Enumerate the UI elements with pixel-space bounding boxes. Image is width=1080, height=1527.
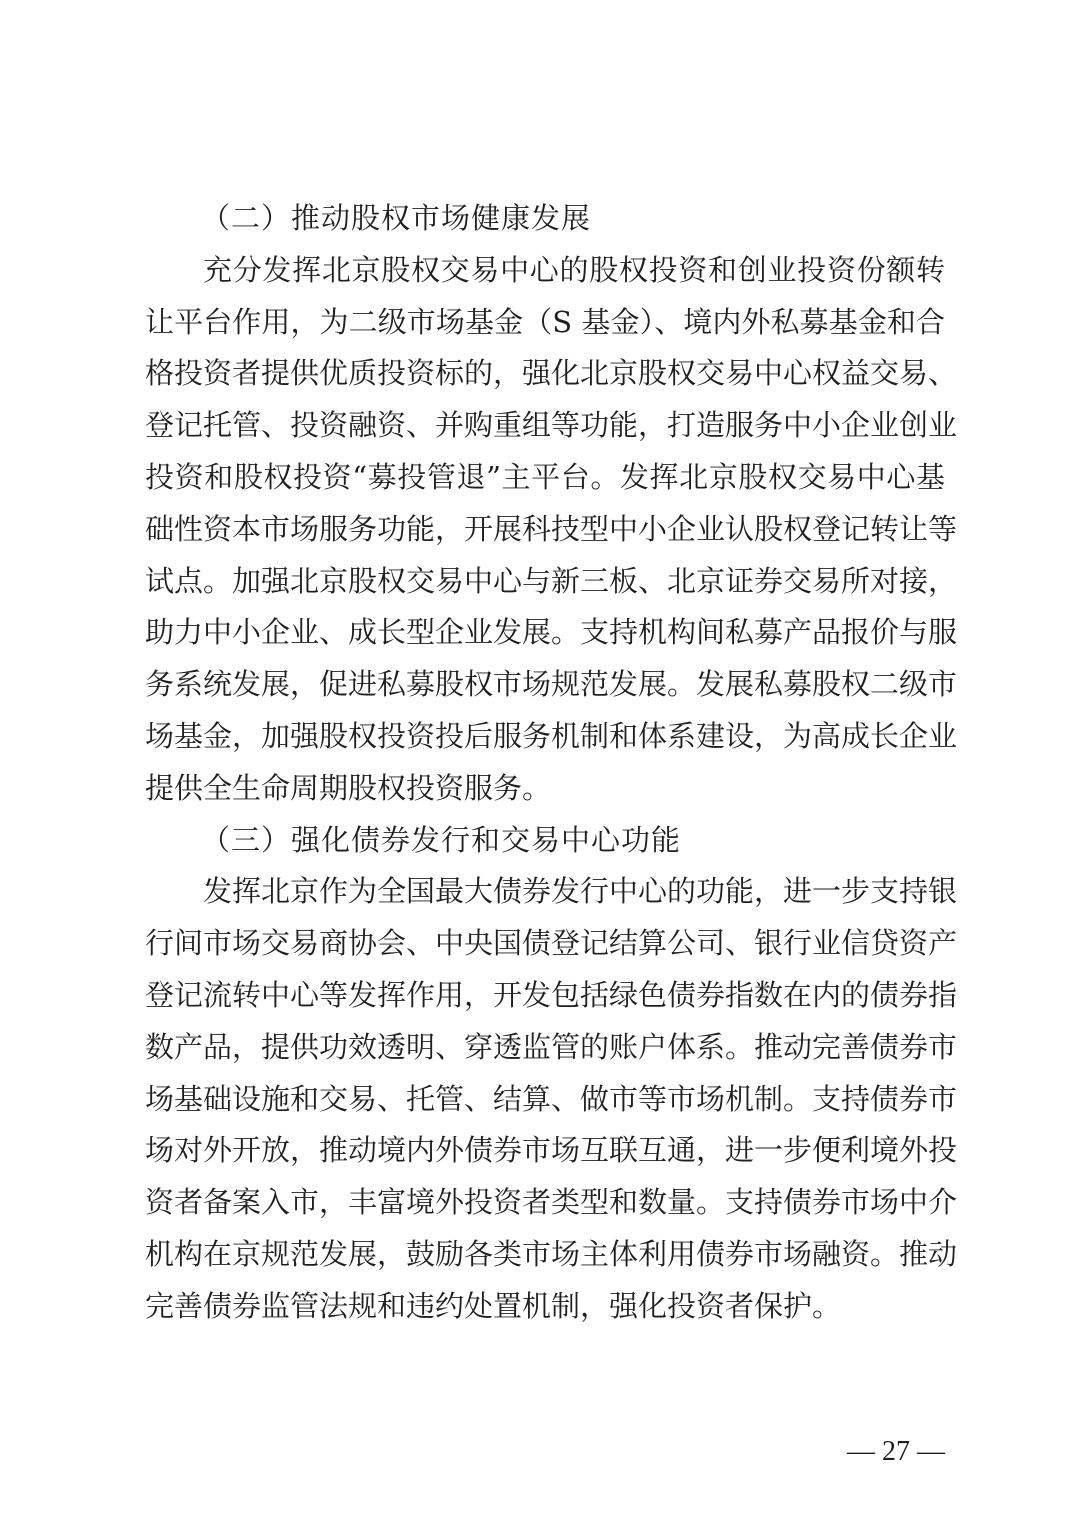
page-number: — 27 — [847, 1436, 945, 1467]
text-line: 础性资本市场服务功能，开展科技型中小企业认股权登记转让等 [145, 511, 958, 546]
text-line: 机构在京规范发展，鼓励各类市场主体利用债券市场融资。推动 [145, 1236, 958, 1271]
text-line: 场基础设施和交易、托管、结算、做市等市场机制。支持债券市 [145, 1081, 958, 1116]
text-line: 格投资者提供优质投资标的，强化北京股权交易中心权益交易、 [145, 356, 958, 391]
text-line: 助力中小企业、成长型企业发展。支持机构间私募产品报价与服 [145, 615, 958, 650]
text-line: 发挥北京作为全国最大债券发行中心的功能，进一步支持银 [203, 874, 958, 909]
text-line: 数产品，提供功效透明、穿透监管的账户体系。推动完善债券市 [145, 1029, 958, 1064]
text-line: 充分发挥北京股权交易中心的股权投资和创业投资份额转 [203, 252, 945, 287]
section-heading-bond-market: （三）强化债券发行和交易中心功能 [201, 822, 682, 857]
text-line: 完善债券监管法规和违约处置机制，强化投资者保护。 [145, 1288, 842, 1323]
paragraph-equity-market [145, 245, 958, 815]
section-heading-equity-market: （二）推动股权市场健康发展 [201, 201, 592, 235]
text-line: 试点。加强北京股权交易中心与新三板、北京证券交易所对接， [145, 563, 958, 598]
text-line: 登记托管、投资融资、并购重组等功能，打造服务中小企业创业 [145, 408, 958, 443]
text-line: 务系统发展，促进私募股权市场规范发展。发展私募股权二级市 [145, 667, 958, 702]
text-line: 登记流转中心等发挥作用，开发包括绿色债券指数在内的债券指 [145, 977, 958, 1012]
text-line: 场基金，加强股权投资投后服务机制和体系建设，为高成长企业 [145, 718, 958, 753]
text-line: 资者备案入市，丰富境外投资者类型和数量。支持债券市场中介 [145, 1185, 958, 1220]
text-line: 行间市场交易商协会、中央国债登记结算公司、银行业信贷资产 [145, 926, 958, 961]
text-line: 投资和股权投资“募投管退”主平台。发挥北京股权交易中心基 [145, 459, 945, 494]
text-line: 提供全生命周期股权投资服务。 [145, 770, 552, 805]
text-line: 场对外开放，推动境内外债券市场互联互通，进一步便利境外投 [145, 1133, 958, 1168]
paragraph-bond-market [145, 866, 958, 1332]
page-content [145, 193, 958, 1333]
text-line: 让平台作用，为二级市场基金（S 基金）、境内外私募基金和合 [145, 304, 945, 339]
